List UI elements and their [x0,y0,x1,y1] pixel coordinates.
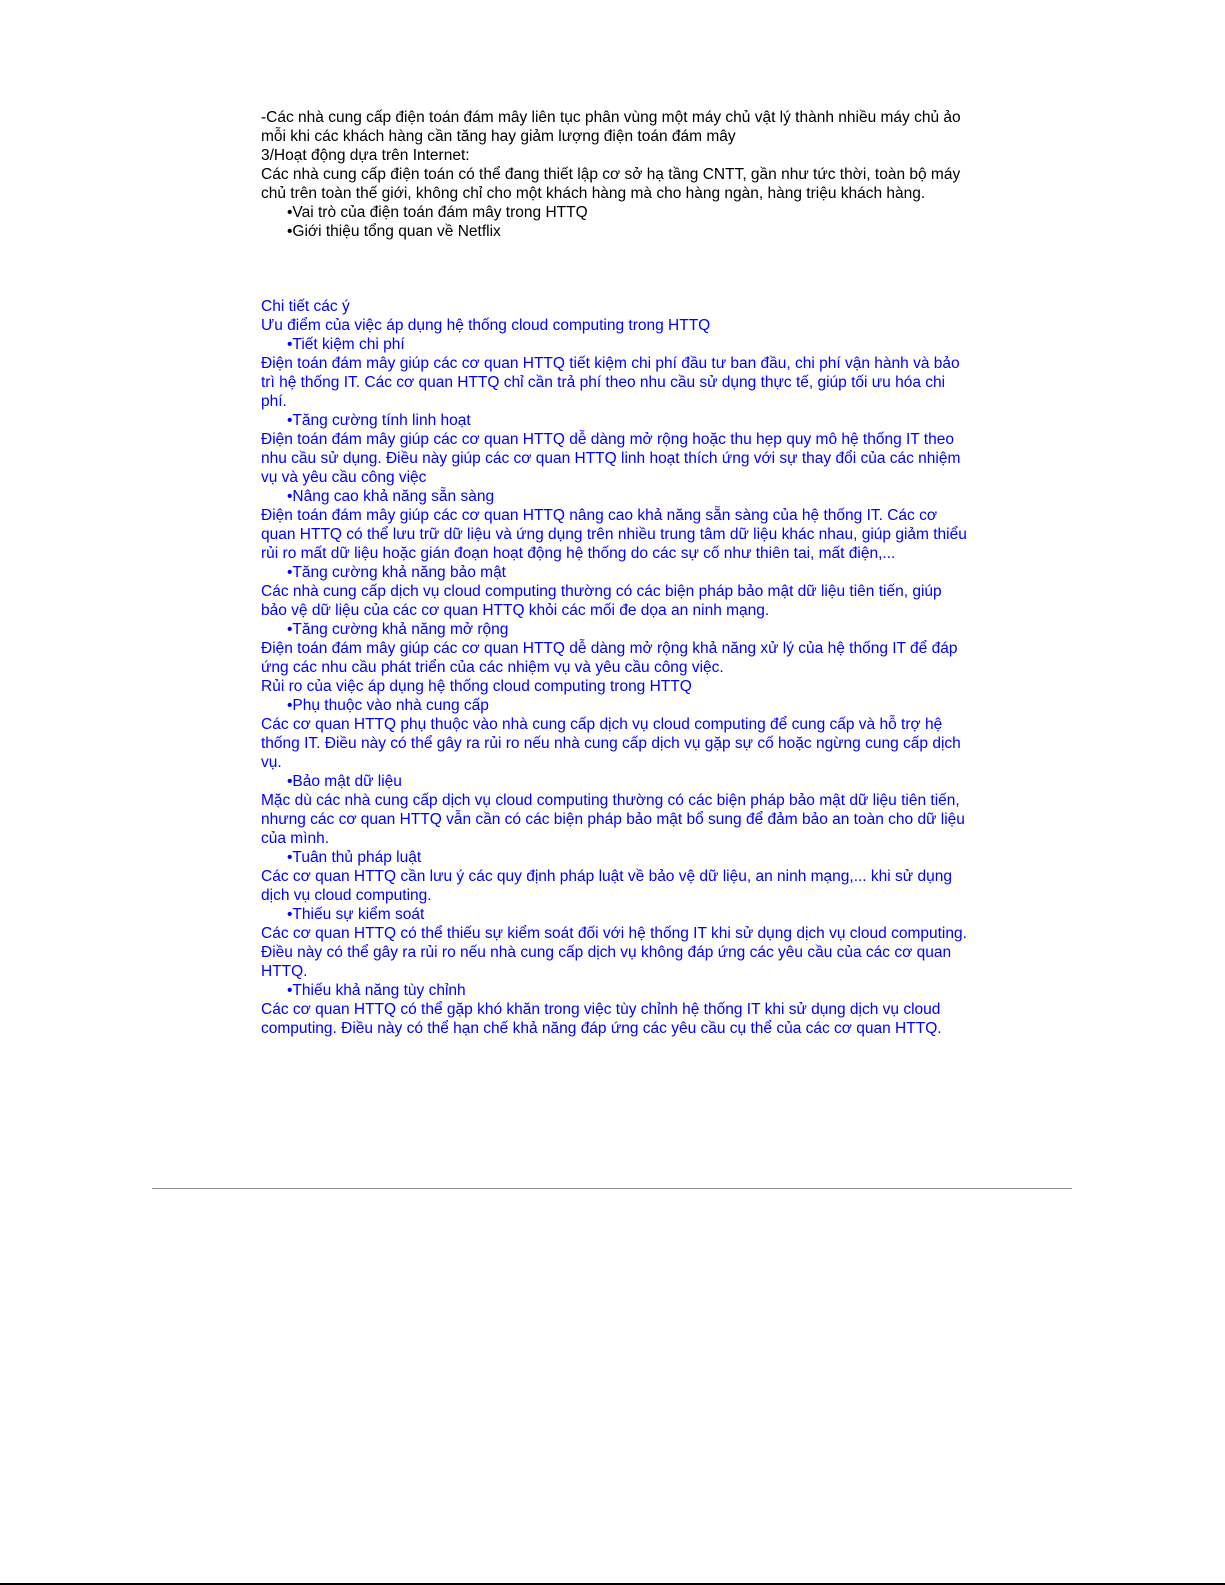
intro-paragraph: -Các nhà cung cấp điện toán đám mây liên tục phân vùng một máy chủ vật lý thành nhiều máy chủ ảo mỗi khi các khách hàng cần tăng hay giảm lượng điện toán đám mây [261,109,961,145]
details-paragraph: Mặc dù các nhà cung cấp dịch vụ cloud computing thường có các biện pháp bảo mật dữ liệu tiên tiến, nhưng các cơ quan HTTQ vẫn cần có các biện pháp bảo mật bổ sung để đảm bảo an toàn cho dữ liệu của mình. [261,792,965,847]
details-paragraph: Điện toán đám mây giúp các cơ quan HTTQ dễ dàng mở rộng khả năng xử lý của hệ thống IT để đáp ứng các nhu cầu phát triển của các nhiệm vụ và yêu cầu công việc. [261,640,958,676]
details-paragraph: Chi tiết các ý [261,298,350,315]
details-bullet-item: •Thiếu sự kiểm soát [287,906,425,923]
details-bullet-item: •Thiếu khả năng tùy chỉnh [287,982,466,999]
details-paragraph: Rủi ro của việc áp dụng hệ thống cloud computing trong HTTQ [261,678,692,695]
details-paragraph: Các cơ quan HTTQ có thể gặp khó khăn trong việc tùy chỉnh hệ thống IT khi sử dụng dịch vụ cloud computing. Điều này có thể hạn chế khả năng đáp ứng các yêu cầu cụ thể của các cơ quan HTTQ. [261,1001,942,1037]
intro-paragraph: Các nhà cung cấp điện toán có thể đang thiết lập cơ sở hạ tầng CNTT, gần như tức thời, toàn bộ máy chủ trên toàn thế giới, không chỉ cho một khách hàng mà cho hàng ngàn, hàng triệu khách hàng. [261,166,961,202]
intro-bullet-item: •Giới thiệu tổng quan về Netflix [287,223,501,240]
details-bullet-item: •Nâng cao khả năng sẵn sàng [287,488,495,505]
details-text-block [261,297,971,1038]
section-divider [152,1188,1072,1189]
details-bullet-item: •Phụ thuộc vào nhà cung cấp [287,697,489,714]
intro-text-block [261,108,971,241]
details-paragraph: Điện toán đám mây giúp các cơ quan HTTQ nâng cao khả năng sẵn sàng của hệ thống IT. Các cơ quan HTTQ có thể lưu trữ dữ liệu và ứng dụng trên nhiều trung tâm dữ liệu khác nhau, giúp giảm thiểu rủi ro mất dữ liệu hoặc gián đoạn hoạt động hệ thống do các sự cố như thiên tai, mất điện,... [261,507,967,562]
details-paragraph: Điện toán đám mây giúp các cơ quan HTTQ dễ dàng mở rộng hoặc thu hẹp quy mô hệ thống IT theo nhu cầu sử dụng. Điều này giúp các cơ quan HTTQ linh hoạt thích ứng với sự thay đổi của các nhiệm vụ và yêu cầu công việc [261,431,961,486]
details-bullet-item: •Bảo mật dữ liệu [287,773,402,790]
details-bullet-item: •Tuân thủ pháp luật [287,849,422,866]
details-paragraph: Các cơ quan HTTQ có thể thiếu sự kiểm soát đối với hệ thống IT khi sử dụng dịch vụ cloud computing. Điều này có thể gây ra rủi ro nếu nhà cung cấp dịch vụ không đáp ứng các yêu cầu của các cơ quan HTTQ. [261,925,967,980]
details-paragraph: Điện toán đám mây giúp các cơ quan HTTQ tiết kiệm chi phí đầu tư ban đầu, chi phí vận hành và bảo trì hệ thống IT. Các cơ quan HTTQ chỉ cần trả phí theo nhu cầu sử dụng thực tế, giúp tối ưu hóa chi phí. [261,355,960,410]
details-bullet-item: •Tăng cường khả năng bảo mật [287,564,506,581]
intro-bullet-item: •Vai trò của điện toán đám mây trong HTTQ [287,204,588,221]
details-bullet-item: •Tiết kiệm chi phí [287,336,405,353]
details-bullet-item: •Tăng cường khả năng mở rộng [287,621,509,638]
details-paragraph: Ưu điểm của việc áp dụng hệ thống cloud computing trong HTTQ [261,317,711,334]
details-paragraph: Các cơ quan HTTQ cần lưu ý các quy định pháp luật về bảo vệ dữ liệu, an ninh mạng,... khi sử dụng dịch vụ cloud computing. [261,868,952,904]
details-bullet-item: •Tăng cường tính linh hoạt [287,412,471,429]
details-paragraph: Các nhà cung cấp dịch vụ cloud computing thường có các biện pháp bảo mật dữ liệu tiên tiến, giúp bảo vệ dữ liệu của các cơ quan HTTQ khỏi các mối đe dọa an ninh mạng. [261,583,942,619]
intro-paragraph: 3/Hoạt động dựa trên Internet: [261,147,470,164]
details-paragraph: Các cơ quan HTTQ phụ thuộc vào nhà cung cấp dịch vụ cloud computing để cung cấp và hỗ trợ hệ thống IT. Điều này có thể gây ra rủi ro nếu nhà cung cấp dịch vụ gặp sự cố hoặc ngừng cung cấp dịch vụ. [261,716,961,771]
